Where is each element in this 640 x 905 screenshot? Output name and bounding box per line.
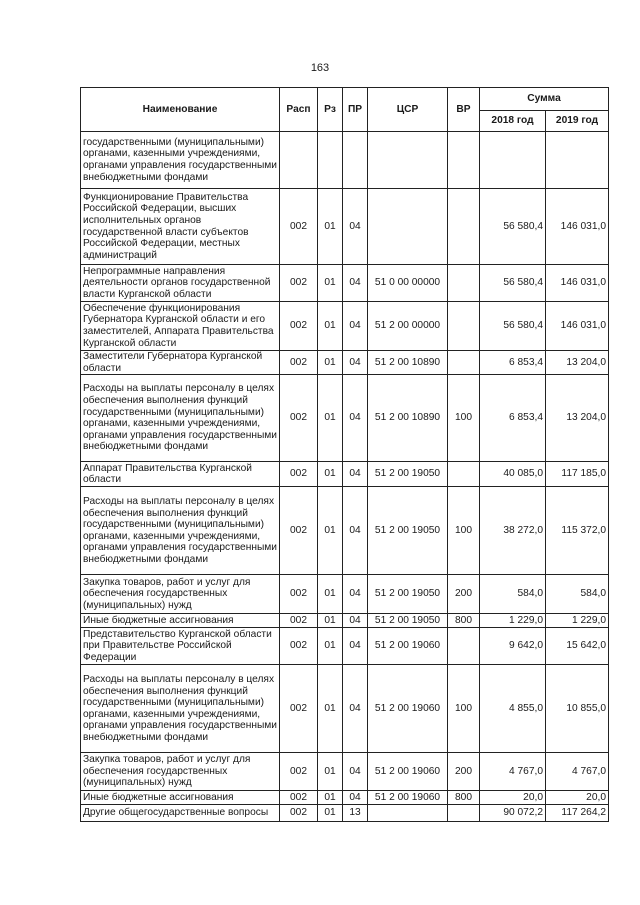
cell-name: Иные бюджетные ассигнования [81,791,280,805]
cell-sum-2018: 6 853,4 [480,375,546,462]
cell-sum-2018 [480,132,546,189]
cell-sum-2019: 13 204,0 [546,375,609,462]
cell-sum-2018: 56 580,4 [480,189,546,265]
cell-rasp: 002 [280,665,318,753]
cell-name: Непрограммные направления деятельности органов государственной власти Курганской области [81,265,280,302]
cell-pr: 04 [343,614,368,628]
table-row [81,575,609,614]
cell-vr [448,462,480,487]
cell-csr: 51 2 00 00000 [368,302,448,351]
budget-table [80,87,609,822]
cell-rz: 01 [318,628,343,665]
cell-vr: 800 [448,614,480,628]
cell-rz: 01 [318,665,343,753]
cell-sum-2018: 4 855,0 [480,665,546,753]
cell-sum-2019: 1 229,0 [546,614,609,628]
cell-rasp: 002 [280,375,318,462]
cell-sum-2019: 117 185,0 [546,462,609,487]
cell-rasp: 002 [280,614,318,628]
cell-rz: 01 [318,487,343,575]
cell-rasp: 002 [280,189,318,265]
table-row [81,189,609,265]
table-row [81,753,609,791]
cell-sum-2019: 4 767,0 [546,753,609,791]
cell-sum-2019: 146 031,0 [546,265,609,302]
table-row [81,265,609,302]
cell-csr: 51 2 00 19050 [368,614,448,628]
cell-rasp [280,132,318,189]
cell-vr: 100 [448,375,480,462]
table-row [81,487,609,575]
cell-sum-2018: 38 272,0 [480,487,546,575]
cell-vr [448,132,480,189]
cell-name: Расходы на выплаты персоналу в целях обеспечения выполнения функций государственными (муниципальными) органами, казенными учреждениями, органами управления государственными внебюджетными фондами [81,665,280,753]
cell-csr: 51 2 00 19060 [368,791,448,805]
cell-csr: 51 2 00 19050 [368,575,448,614]
cell-rasp: 002 [280,487,318,575]
cell-sum-2019: 10 855,0 [546,665,609,753]
header-rz: Рз [318,88,343,132]
cell-name: Закупка товаров, работ и услуг для обеспечения государственных (муниципальных) нужд [81,575,280,614]
cell-vr [448,628,480,665]
cell-pr: 04 [343,487,368,575]
cell-name: Расходы на выплаты персоналу в целях обеспечения выполнения функций государственными (муниципальными) органами, казенными учреждениями, органами управления государственными внебюджетными фондами [81,487,280,575]
cell-sum-2019: 146 031,0 [546,302,609,351]
cell-csr: 51 2 00 19060 [368,753,448,791]
table-row [81,302,609,351]
header-2019: 2019 год [546,111,609,132]
cell-vr [448,302,480,351]
cell-name: Другие общегосударственные вопросы [81,805,280,822]
cell-rz: 01 [318,351,343,375]
cell-csr: 51 2 00 10890 [368,375,448,462]
cell-sum-2018: 40 085,0 [480,462,546,487]
cell-vr: 200 [448,753,480,791]
cell-sum-2019: 584,0 [546,575,609,614]
cell-rz: 01 [318,302,343,351]
cell-rz: 01 [318,462,343,487]
table-row [81,375,609,462]
cell-sum-2019: 20,0 [546,791,609,805]
cell-csr [368,132,448,189]
table-body [81,132,609,822]
cell-rasp: 002 [280,753,318,791]
cell-sum-2018: 56 580,4 [480,265,546,302]
cell-pr: 04 [343,189,368,265]
cell-vr: 100 [448,665,480,753]
header-vr: ВР [448,88,480,132]
cell-pr: 04 [343,375,368,462]
table-row [81,351,609,375]
cell-sum-2019: 13 204,0 [546,351,609,375]
cell-vr [448,351,480,375]
cell-sum-2018: 9 642,0 [480,628,546,665]
table-row [81,132,609,189]
header-csr: ЦСР [368,88,448,132]
cell-rz [318,132,343,189]
cell-vr: 100 [448,487,480,575]
cell-rz: 01 [318,791,343,805]
cell-rz: 01 [318,265,343,302]
table-row [81,805,609,822]
cell-csr [368,189,448,265]
cell-sum-2018: 1 229,0 [480,614,546,628]
cell-sum-2018: 4 767,0 [480,753,546,791]
cell-name: Закупка товаров, работ и услуг для обеспечения государственных (муниципальных) нужд [81,753,280,791]
cell-name: Заместители Губернатора Курганской области [81,351,280,375]
cell-name: Функционирование Правительства Российской Федерации, высших исполнительных органов государственной власти субъектов Российской Федерации, местных администраций [81,189,280,265]
cell-pr: 13 [343,805,368,822]
cell-pr: 04 [343,575,368,614]
cell-rz: 01 [318,614,343,628]
table-row [81,665,609,753]
cell-sum-2019: 15 642,0 [546,628,609,665]
cell-csr: 51 2 00 10890 [368,351,448,375]
cell-rasp: 002 [280,628,318,665]
cell-rasp: 002 [280,805,318,822]
cell-pr: 04 [343,628,368,665]
page-number: 163 [310,62,330,74]
cell-vr [448,805,480,822]
cell-rasp: 002 [280,791,318,805]
cell-rz: 01 [318,375,343,462]
cell-sum-2018: 90 072,2 [480,805,546,822]
cell-csr: 51 2 00 19050 [368,462,448,487]
cell-pr: 04 [343,753,368,791]
cell-rz: 01 [318,189,343,265]
cell-vr [448,189,480,265]
cell-pr: 04 [343,665,368,753]
cell-sum-2019: 115 372,0 [546,487,609,575]
cell-pr: 04 [343,791,368,805]
header-2018: 2018 год [480,111,546,132]
cell-sum-2018: 6 853,4 [480,351,546,375]
cell-rasp: 002 [280,302,318,351]
header-name: Наименование [81,88,280,132]
cell-vr: 200 [448,575,480,614]
cell-csr [368,805,448,822]
cell-pr: 04 [343,351,368,375]
cell-vr: 800 [448,791,480,805]
cell-csr: 51 2 00 19060 [368,665,448,753]
cell-csr: 51 0 00 00000 [368,265,448,302]
cell-rasp: 002 [280,265,318,302]
cell-pr: 04 [343,265,368,302]
cell-csr: 51 2 00 19050 [368,487,448,575]
cell-name: Расходы на выплаты персоналу в целях обеспечения выполнения функций государственными (муниципальными) органами, казенными учреждениями, органами управления государственными внебюджетными фондами [81,375,280,462]
cell-rasp: 002 [280,462,318,487]
cell-name: Обеспечение функционирования Губернатора Курганской области и его заместителей, Аппарата Правительства Курганской области [81,302,280,351]
cell-name: государственными (муниципальными) органами, казенными учреждениями, органами управления государственными внебюджетными фондами [81,132,280,189]
cell-vr [448,265,480,302]
table-row [81,614,609,628]
cell-pr [343,132,368,189]
table-row [81,462,609,487]
cell-sum-2018: 584,0 [480,575,546,614]
cell-name: Аппарат Правительства Курганской области [81,462,280,487]
header-pr: ПР [343,88,368,132]
cell-pr: 04 [343,302,368,351]
cell-rz: 01 [318,753,343,791]
cell-name: Иные бюджетные ассигнования [81,614,280,628]
header-rasp: Расп [280,88,318,132]
table-row [81,628,609,665]
cell-sum-2018: 56 580,4 [480,302,546,351]
cell-name: Представительство Курганской области при Правительстве Российской Федерации [81,628,280,665]
cell-csr: 51 2 00 19060 [368,628,448,665]
cell-sum-2018: 20,0 [480,791,546,805]
cell-sum-2019 [546,132,609,189]
cell-sum-2019: 117 264,2 [546,805,609,822]
cell-pr: 04 [343,462,368,487]
cell-sum-2019: 146 031,0 [546,189,609,265]
cell-rasp: 002 [280,351,318,375]
cell-rz: 01 [318,575,343,614]
cell-rasp: 002 [280,575,318,614]
table-row [81,791,609,805]
cell-rz: 01 [318,805,343,822]
header-sum: Сумма [480,88,609,111]
